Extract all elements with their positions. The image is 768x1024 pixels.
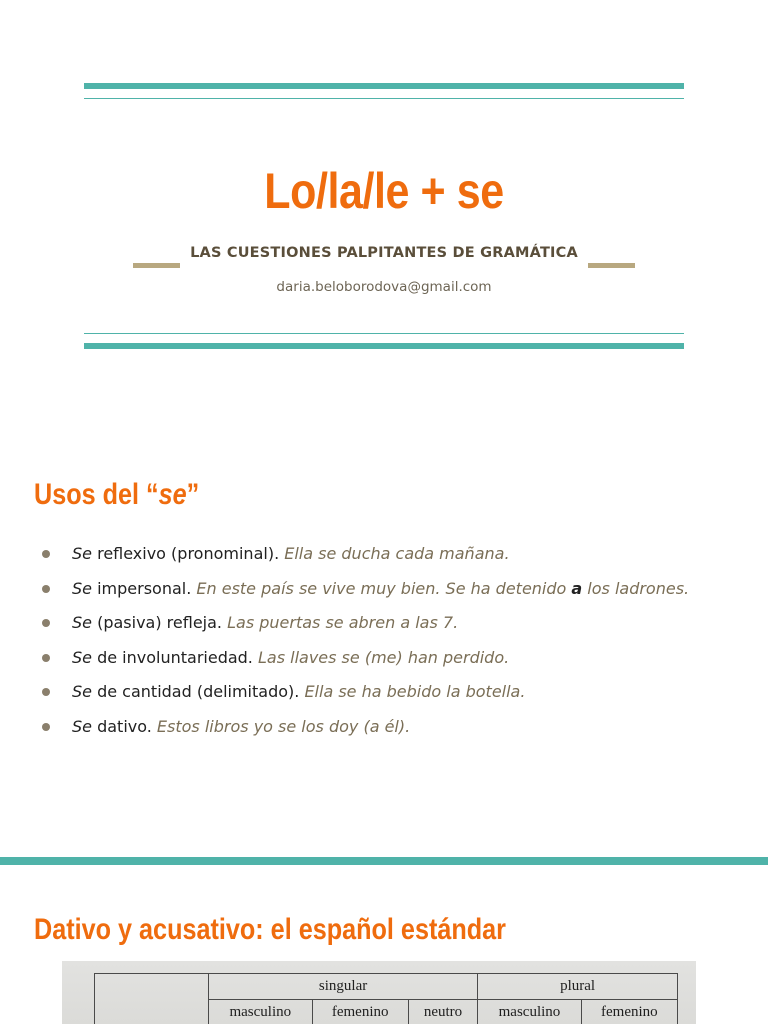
author-email: daria.beloborodova@gmail.com — [276, 279, 492, 295]
subtitle-left-decoration — [133, 263, 180, 268]
slide-title: Lo/la/le + se — [264, 163, 504, 219]
pronoun-table — [94, 973, 678, 1024]
list-item: Se (pasiva) refleja. Las puertas se abren a las 7. — [40, 613, 689, 648]
list-item: Se dativo. Estos libros yo se los doy (a él). — [40, 717, 689, 752]
table-header-singular: singular — [209, 974, 478, 1000]
bullet-icon — [42, 619, 50, 627]
usos-slide — [0, 412, 768, 858]
table-subheader: masculino — [478, 1000, 582, 1024]
bullet-icon — [42, 723, 50, 731]
list-item: Se reflexivo (pronominal). Ella se ducha cada mañana. — [40, 544, 689, 579]
list-item: Se impersonal. En este país se vive muy bien. Se ha detenido a los ladrones. — [40, 579, 689, 614]
top-thick-rule — [84, 83, 684, 89]
table-subheader: femenino — [312, 1000, 408, 1024]
table-corner-cell — [95, 974, 209, 1024]
pronoun-table-photo — [62, 961, 696, 1024]
subtitle-right-decoration — [588, 263, 635, 268]
usage-list — [40, 544, 689, 751]
dativo-heading: Dativo y acusativo: el español estándar — [34, 913, 506, 946]
usos-heading: Usos del “se” — [34, 478, 200, 511]
table-subheader: neutro — [408, 1000, 477, 1024]
bottom-thin-rule — [84, 333, 684, 334]
bullet-icon — [42, 550, 50, 558]
bullet-icon — [42, 654, 50, 662]
table-header-plural: plural — [478, 974, 678, 1000]
list-item: Se de cantidad (delimitado). Ella se ha bebido la botella. — [40, 682, 689, 717]
dativo-slide — [0, 865, 768, 1024]
title-slide — [0, 0, 768, 412]
slide-subtitle: LAS CUESTIONES PALPITANTES DE GRAMÁTICA — [190, 245, 578, 261]
slide-divider — [0, 857, 768, 865]
bullet-icon — [42, 585, 50, 593]
table-subheader: masculino — [209, 1000, 313, 1024]
bottom-thick-rule — [84, 343, 684, 349]
table-subheader: femenino — [581, 1000, 677, 1024]
list-item: Se de involuntariedad. Las llaves se (me) han perdido. — [40, 648, 689, 683]
top-thin-rule — [84, 98, 684, 99]
bullet-icon — [42, 688, 50, 696]
